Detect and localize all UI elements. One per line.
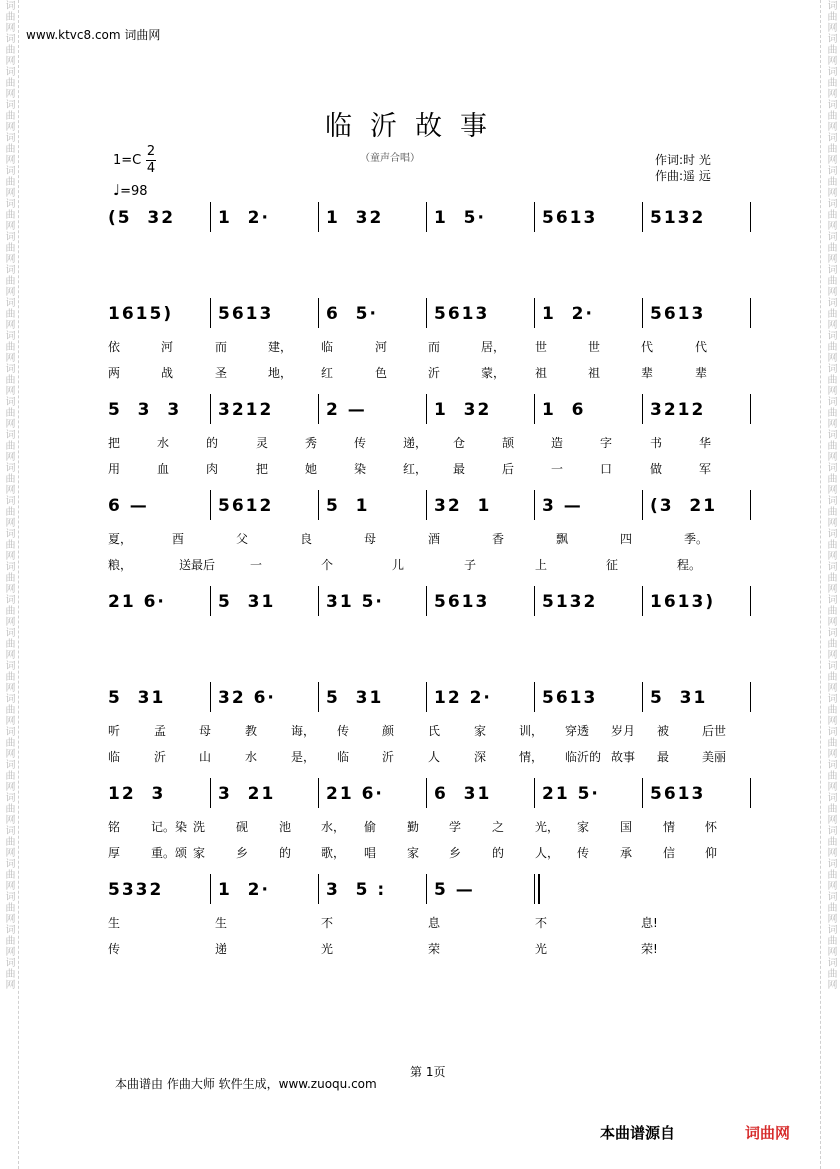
lyric-line-1 [100,530,760,546]
lyric-word: 池 [279,820,292,834]
lyric-word: 息! [641,916,658,930]
right-watermark: 词曲网词曲网词曲网词曲网词曲网词曲网词曲网词曲网词曲网词曲网词曲网词曲网词曲网词曲网词曲网词曲网词曲网词曲网词曲网词曲网词曲网词曲网词曲网词曲网词曲网词曲网词曲网词曲网词曲网词曲网 [825,0,836,990]
lyric-word: 一 [250,558,263,572]
barline [534,202,535,232]
lyric-word: 不 [535,916,548,930]
measure: 1 2· [542,304,594,324]
lyric-word: 深 [474,750,487,764]
right-margin-line [820,0,821,1169]
barline [642,202,643,232]
measure: 3 — [542,496,583,516]
lyric-word: 华 [699,436,712,450]
barline [318,874,319,904]
lyric-word: 乡 [236,846,249,860]
lyric-word: 光 [321,942,334,956]
lyric-word: 唱 [364,846,377,860]
lyric-word: 被 [657,724,670,738]
barline [210,682,211,712]
lyricist: 作词:时 光 [655,153,711,167]
measure: 21 6· [108,592,166,612]
measure: 1615) [108,304,174,324]
lyric-word: 水 [245,750,258,764]
barline [210,394,211,424]
lyric-word: 人 [428,750,441,764]
lyric-word: 生 [215,916,228,930]
barline [426,586,427,616]
lyric-word: 临沂的 [565,750,602,764]
lyric-word: 书 [650,436,663,450]
key-signature: 1=C [113,153,142,168]
lyric-word: 飘 [556,532,569,546]
composer: 作曲:遥 远 [655,169,711,183]
barline [534,682,535,712]
barline [750,202,751,232]
barline [426,298,427,328]
lyric-word: 光， [535,820,560,834]
barline [210,490,211,520]
lyric-word: 母 [364,532,377,546]
barline [750,682,751,712]
lyric-word: 教 [245,724,258,738]
lyric-word: 沂 [428,366,441,380]
measure: 31 5· [326,592,384,612]
lyric-line-1 [100,338,760,354]
measure: 5613 [434,592,490,612]
barline [318,490,319,520]
lyric-word: 传 [354,436,367,450]
barline [426,682,427,712]
barline [318,298,319,328]
barline [210,298,211,328]
measure: 1 5· [434,208,486,228]
lyric-word: 河 [375,340,388,354]
barline [750,586,751,616]
song-subtitle: （童声合唱） [360,153,420,164]
lyric-word: 承 [620,846,633,860]
lyric-word: 祖 [588,366,601,380]
barline [750,298,751,328]
lyric-word: 情 [663,820,676,834]
lyric-word: 铭 [108,820,121,834]
generator-credit: 本曲谱由 作曲大师 软件生成，www.zuoqu.com [115,1077,377,1091]
measure: 1613) [650,592,716,612]
lyric-word: 学 [449,820,462,834]
barline [750,394,751,424]
barline [750,490,751,520]
lyric-word: 辈 [695,366,708,380]
lyric-line-2 [100,748,760,764]
measure: 5 31 [218,592,276,612]
lyric-word: 最 [657,750,670,764]
lyric-word: 家 [193,846,206,860]
lyric-word: 生 [108,916,121,930]
lyric-word: 居， [481,340,506,354]
lyric-word: 临 [337,750,350,764]
lyric-word: 染 [354,462,367,476]
measure: 3212 [218,400,274,420]
lyric-word: 字 [600,436,613,450]
lyric-word: 国 [620,820,633,834]
barline [210,202,211,232]
lyric-word: 酉 [172,532,185,546]
lyric-line-2 [100,556,760,572]
measure: 32 6· [218,688,276,708]
lyric-word: 色 [375,366,388,380]
lyric-word: 怀 [705,820,718,834]
lyric-word: 水， [321,820,346,834]
lyric-word: 辈 [641,366,654,380]
measure: 5613 [650,784,706,804]
barline [210,778,211,808]
measure: 5 3 3 [108,400,182,420]
lyric-word: 情， [519,750,544,764]
measure: 5 31 [326,688,384,708]
score-row [100,490,760,520]
score-row [100,298,760,328]
lyric-word: 用 [108,462,121,476]
lyric-word: 灵 [256,436,269,450]
lyric-word: 诲， [291,724,316,738]
lyric-word: 秀 [305,436,318,450]
lyric-word: 孟 [154,724,167,738]
lyric-word: 氏 [428,724,441,738]
lyric-word: 祖 [535,366,548,380]
lyric-word: 传 [577,846,590,860]
left-watermark: 词曲网词曲网词曲网词曲网词曲网词曲网词曲网词曲网词曲网词曲网词曲网词曲网词曲网词曲网词曲网词曲网词曲网词曲网词曲网词曲网词曲网词曲网词曲网词曲网词曲网词曲网词曲网词曲网词曲网词曲网 [3,0,14,990]
lyric-line-1 [100,434,760,450]
lyric-word: 子 [464,558,477,572]
barline [426,874,427,904]
lyric-word: 母 [199,724,212,738]
lyric-word: 程。 [677,558,702,572]
time-signature-numerator: 2 [146,144,156,159]
lyric-word: 后世 [702,724,727,738]
barline [318,682,319,712]
barline [426,394,427,424]
lyric-word: 做 [650,462,663,476]
source-label: 本曲谱源自 [600,1124,676,1142]
tempo-marking [113,181,148,199]
barline [318,394,319,424]
barline [426,490,427,520]
lyric-word: 歌， [321,846,346,860]
lyric-word: 是， [291,750,316,764]
lyric-word: 颉 [502,436,515,450]
barline [318,586,319,616]
lyric-word: 把 [108,436,121,450]
measure: 12 3 [108,784,166,804]
lyric-word: 征 [606,558,619,572]
lyric-word: 传 [108,942,121,956]
barline [642,586,643,616]
lyric-word: 洗 [193,820,206,834]
measure: (3 21 [650,496,718,516]
lyric-word: 地， [268,366,293,380]
measure: 5 31 [108,688,166,708]
lyric-line-2 [100,364,760,380]
measure: 1 32 [434,400,492,420]
barline [426,778,427,808]
score-row [100,874,760,904]
lyric-word: 上 [535,558,548,572]
measure: 5613 [650,304,706,324]
lyric-word: 传 [337,724,350,738]
measure: 5132 [542,592,598,612]
site-header[interactable]: www.ktvc8.com 词曲网 [26,28,161,42]
lyric-word: 荣! [641,942,658,956]
measure: 3212 [650,400,706,420]
lyric-word: 血 [157,462,170,476]
lyric-word: 信 [663,846,676,860]
lyric-word: 山 [199,750,212,764]
measure: 5613 [218,304,274,324]
measure: 5 1 [326,496,370,516]
lyric-word: 红， [403,462,428,476]
lyric-word: 夏， [108,532,133,546]
measure: 3 21 [218,784,276,804]
lyric-line-2 [100,460,760,476]
lyric-word: 她 [305,462,318,476]
lyric-word: 个 [321,558,334,572]
time-signature [146,144,156,177]
lyric-word: 送最后 [179,558,216,572]
lyric-word: 两 [108,366,121,380]
lyric-word: 仓 [453,436,466,450]
lyric-word: 之 [492,820,505,834]
lyric-word: 听 [108,724,121,738]
measure: 5 — [434,880,475,900]
lyric-word: 酒 [428,532,441,546]
song-title: 临沂故事 [325,111,505,142]
page-number: 第 1页 [410,1065,446,1079]
lyric-word: 故事 [611,750,636,764]
brand-logo[interactable]: 词曲网 [745,1124,791,1142]
barline [318,202,319,232]
measure: 2 — [326,400,367,420]
measure: 6 5· [326,304,378,324]
lyric-word: 厚 [108,846,121,860]
lyric-word: 勤 [407,820,420,834]
lyric-word: 颜 [382,724,395,738]
lyric-word: 蒙， [481,366,506,380]
lyric-line-2 [100,844,760,860]
score-row [100,586,760,616]
lyric-word: 代 [641,340,654,354]
lyric-word: 而 [215,340,228,354]
lyric-word: 记。染 [151,820,188,834]
lyric-word: 人， [535,846,560,860]
measure: 5612 [218,496,274,516]
lyric-word: 依 [108,340,121,354]
lyric-line-1 [100,722,760,738]
lyric-word: 粮， [108,558,133,572]
lyric-line-1 [100,818,760,834]
lyric-word: 世 [535,340,548,354]
measure: 5613 [434,304,490,324]
quarter-note-icon: ♩ [113,181,121,199]
lyric-word: 沂 [382,750,395,764]
barline [534,394,535,424]
measure: 6 — [108,496,149,516]
measure: 21 5· [542,784,600,804]
measure: 21 6· [326,784,384,804]
lyric-word: 重。颂 [151,846,188,860]
left-margin-line [18,0,19,1169]
lyric-word: 儿 [392,558,405,572]
lyric-line-2 [100,940,760,956]
measure: 1 6 [542,400,586,420]
lyric-word: 季。 [684,532,709,546]
lyric-word: 息 [428,916,441,930]
lyric-word: 圣 [215,366,228,380]
measure: 1 32 [326,208,384,228]
lyric-word: 四 [620,532,633,546]
barline [210,586,211,616]
measure: (5 32 [108,208,176,228]
lyric-word: 临 [108,750,121,764]
measure: 5 31 [650,688,708,708]
time-signature-denominator: 4 [146,161,156,176]
lyric-word: 岁月 [611,724,636,738]
lyric-word: 良 [300,532,313,546]
lyric-word: 递， [403,436,428,450]
lyric-word: 香 [492,532,505,546]
measure: 5332 [108,880,164,900]
lyric-word: 把 [256,462,269,476]
lyric-word: 肉 [206,462,219,476]
measure: 5613 [542,688,598,708]
barline [642,682,643,712]
tempo-value: =98 [120,184,148,199]
lyric-word: 光 [535,942,548,956]
lyric-word: 穿透 [565,724,590,738]
lyric-word: 临 [321,340,334,354]
measure: 12 2· [434,688,492,708]
lyric-word: 河 [161,340,174,354]
lyric-word: 沂 [154,750,167,764]
lyric-word: 美丽 [702,750,727,764]
measure: 3 5 : [326,880,387,900]
measure: 1 2· [218,880,270,900]
lyric-word: 一 [551,462,564,476]
lyric-word: 砚 [236,820,249,834]
barline [534,874,540,904]
lyric-word: 军 [699,462,712,476]
lyric-word: 世 [588,340,601,354]
barline [534,778,535,808]
lyric-word: 口 [600,462,613,476]
barline [318,778,319,808]
barline [642,298,643,328]
barline [642,778,643,808]
barline [534,586,535,616]
lyric-word: 递 [215,942,228,956]
barline [534,298,535,328]
lyric-word: 家 [407,846,420,860]
lyric-word: 不 [321,916,334,930]
barline [426,202,427,232]
measure: 6 31 [434,784,492,804]
lyric-word: 训， [519,724,544,738]
barline [534,490,535,520]
lyric-word: 代 [695,340,708,354]
lyric-word: 家 [577,820,590,834]
measure: 1 2· [218,208,270,228]
lyric-word: 的 [206,436,219,450]
score-row [100,682,760,712]
score-row [100,778,760,808]
lyric-word: 荣 [428,942,441,956]
barline [642,394,643,424]
barline [750,778,751,808]
measure: 5132 [650,208,706,228]
measure: 5613 [542,208,598,228]
lyric-line-1 [100,914,760,930]
lyric-word: 的 [279,846,292,860]
credits [655,152,711,184]
lyric-word: 父 [236,532,249,546]
lyric-word: 最 [453,462,466,476]
measure: 32 1 [434,496,492,516]
lyric-word: 水 [157,436,170,450]
score-row [100,202,760,232]
lyric-word: 而 [428,340,441,354]
barline [210,874,211,904]
lyric-word: 仰 [705,846,718,860]
lyric-word: 后 [502,462,515,476]
score-row [100,394,760,424]
lyric-word: 战 [161,366,174,380]
lyric-word: 的 [492,846,505,860]
lyric-word: 红 [321,366,334,380]
lyric-word: 偷 [364,820,377,834]
lyric-word: 乡 [449,846,462,860]
barline [642,490,643,520]
lyric-word: 造 [551,436,564,450]
lyric-word: 家 [474,724,487,738]
lyric-word: 建， [268,340,293,354]
